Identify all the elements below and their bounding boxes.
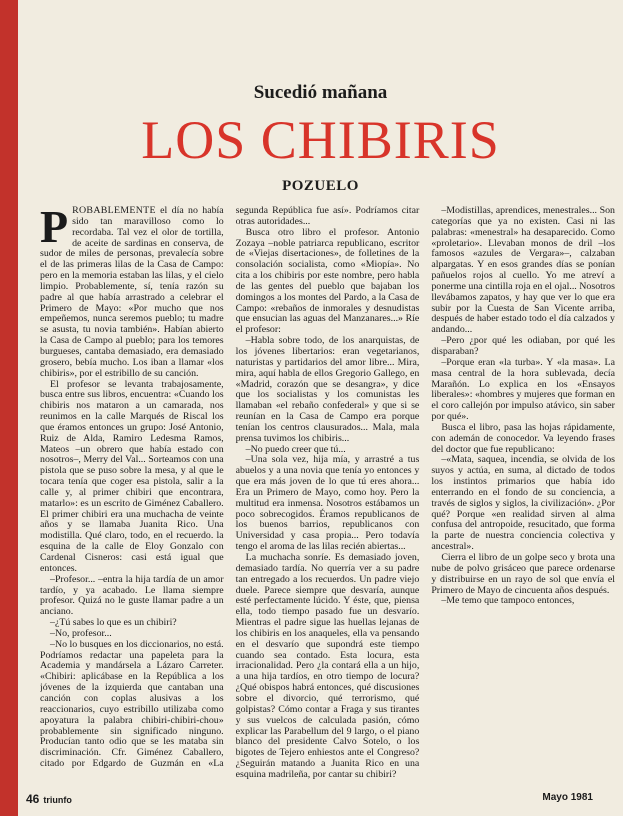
issue-date: Mayo 1981 (542, 792, 593, 803)
article-paragraph: –Modistillas, aprendices, menestrales... Son categorías que ya no existen. Casi ni las palabras: «menestral» ha desaparecido. Como «proletario». Llevaban monos de dril –los famosos «azules de Vergara»–, calzaban alpargatas. Y en esos grandes días se ponían pañuelos rojos al cuello. Yo me atreví a ponerme una cintilla roja en el ojal... Nosotros llevábamos zapatos, y hay que ver lo que era subir por la Cuesta de San Vicente arriba, después de haber estado todo el día calzados y andando... (431, 206, 615, 336)
article-paragraph: Busca el libro, pasa las hojas rápidamente, con ademán de conocedor. Va leyendo frases del doctor que fue republicano: (431, 421, 615, 455)
author-byline: POZUELO (282, 178, 359, 194)
article-paragraph: –Porque eran «la turba». Y «la masa». La masa central de la hora sublevada, decía Marañón. Lo explica en los «Ensayos liberales»: «hombres y mujeres que forman en el coro callejón por impulso atávico, sin saber por qué». (431, 356, 615, 423)
article-paragraph: El profesor se levanta trabajosamente, busca entre sus libros, encuentra: «Cuando los chibiris nos mataron a un camarada, nos reunimos en la calle Marqués de Riscal los que éramos entonces un grupo: José Antonio, Ruiz de Alda, Ramiro Ledesma Ramos, Mateos –un obrero que había estado con nosotros–, Merry del Val... Sorteamos con una pistola que se puso sobre la mesa, y al que le tocara tenía que coger esa pistola, salir a la calle y, al primer chibiri que encontrara, matarlo»: es un escrito de Giménez Caballero. El primer chibiri era una muchacha de veinte años y se llamaba Juanita Rico. Una modistilla. Qué claro, todo, en el recuerdo. la esquina de la calle de Eloy Gonzalo con Cardenal Cisneros: casi está igual que entonces. (40, 378, 224, 574)
article-paragraph: –Una sola vez, hija mía, y arrastré a tus abuelos y a una novia que tenía yo entonces y que era más joven de lo que tú eres ahora... Era un Primero de Mayo, como hoy. Pero la multitud era inmensa. Nosotros estábamos un poco sobrecogidos. Éramos republicanos de los buenos barrios, republicanos con Universidad y casa propia... Pero todavía tengo el aroma de las lilas recién abiertas... (235, 454, 420, 553)
article-paragraph: Busca otro libro el profesor. Antonio Zozaya –noble patriarca republicano, escritor de «Viejas disertaciones», de folletines de la consolación socialista, como «Miopía». No cita a los chibiris por este nombre, pero habla de las gentes del pueblo que bajaban los domingos a los montes del Pardo, a la Casa de Campo: «rebaños de inmorales y desnudistas que ensucian las aguas del Manzanares...» Ríe el profesor: (235, 226, 420, 336)
article-paragraph: –No lo busques en los diccionarios, no está. Podríamos redactar una papeleta para la Academia y mandársela a Lázaro Carreter. «Chibiri: aplicábase en la República a los jóvenes de la izquierda que cantaban una canción con coplas alusivas a los reaccionarios, cuyo estribillo utilizaba como apoyatura la palabra chibiri-chibiri-chou» probablemente sin significado ninguno. Producían tanto odio que se les mataba sin discriminación. Cfr. Giménez Caballero, citado por Edgardo de Guzmán en «La segunda República fue así». Podríamos citar otras autoridades... (40, 206, 420, 770)
article-body (40, 206, 615, 782)
article-paragraph: –Habla sobre todo, de los anarquistas, de los jóvenes libertarios: eran vegetarianos, naturistas y partidarios del amor libre... Mira, mira, aquí habla de ellos Gregorio Gallego, en «Madrid, corazón que se desangra», y dice que los socialistas y los comunistas les llamaban «el rebaño confederal» y que si se reunían en la Casa de Campo era porque tenían los centros clausurados... Mala, mala prensa tuvimos los chibiris... (235, 335, 420, 444)
magazine-name: triunfo (43, 795, 72, 805)
article-paragraph: –Profesor... –entra la hija tardía de un amor tardío, y ya acabado. Le llama siempre profesor. Quizá no le guste llamar padre a un anciano. (40, 573, 224, 618)
article-title: LOS CHIBIRIS (141, 110, 500, 170)
article-paragraph: La muchacha sonríe. Es demasiado joven, demasiado tardía. No querría ver a su padre tan entregado a los recuerdos. Un padre viejo duele. Parece siempre que desvaría, aunque esté perfectamente lúcido. Y éste, que, piensa ella, todo tiempo pasado fue un desvarío. Mientras el padre sigue las huellas lejanas de los chibiris en los anaqueles, ella va pensando en el desvarío que supondrá este tiempo cuando sea contado. Esta locura, esta irracionalidad. Pero ¿la contará ella a un hijo, a una hija tardíos, en otro tiempo de locura? ¿Qué obispos habrá entonces, qué discusiones sobre el divorcio, qué terrorismo, qué golpistas? Cómo contar a Fraga y sus tirantes y sus vuelcos de calculada pasión, cómo explicar las Parabellum del 9 largo, o el piano blanco del presidente Calvo Sotelo, o los bigotes de Tejero enhiestos ante el Congreso? ¿Seguirán matando a Juanita Rico en una esquina madrileña, por cantar su chibiri? (235, 552, 420, 780)
article-paragraph: PROBABLEMENTE el día no había sido tan maravilloso como lo recordaba. Tal vez el olor de tortilla, de aceite de sardinas en conserva, de sudor de miles de personas, prevalecía sobre el de las primeras lilas de la Casa de Campo: pero en la memoria estaban las lilas, y el cielo limpio. Probablemente, sí, tenía razón su padre al que había arrastrado a celebrar el Primero de Mayo: «Por mucho que nos empeñemos, nunca seremos pueblo; tu madre se asusta, tu novia también». Habían abierto la Casa de Campo al pueblo; para los temores burgueses, cantaba demasiado, era demasiado grosero, bebía mucho. Los iban a llamar «los chibiris», por el estribillo de su canción. (40, 206, 224, 379)
article-paragraph: –No, profesor... (50, 627, 112, 639)
page-number: 46 (26, 792, 40, 806)
article-paragraph: Cierra el libro de un golpe seco y brota una nube de polvo grisáceo que parece ordenarse y distribuirse en un rayo de sol que envía el Primero de Mayo de cincuenta años después. (431, 552, 615, 596)
article-paragraph: –¿Tú sabes lo que es un chibiri? (50, 617, 177, 629)
drop-cap: P (40, 206, 69, 252)
article-paragraph: –No puedo creer que tú... (245, 443, 346, 455)
section-kicker: Sucedió mañana (253, 82, 388, 103)
page-footer (26, 792, 593, 806)
article-paragraph: –Pero ¿por qué les odiaban, por qué les disparaban? (431, 335, 615, 357)
article-paragraph: –Me temo que tampoco entonces, (441, 595, 575, 607)
magazine-page (18, 0, 623, 816)
article-paragraph: –«Mata, saquea, incendia, se olvida de los suyos y actúa, en suma, al dictado de todos los instintos primarios que había ido enterrando en el fondo de su conciencia, a través de siglos y siglos, la civilización». ¿Por qué? Porque «en realidad sirven al alma confusa del antropoide, resucitado, que forma la parte de nuestra conciencia colectiva y ancestral». (431, 454, 615, 553)
lead-caps: ROBABLEMENTE (72, 206, 156, 216)
